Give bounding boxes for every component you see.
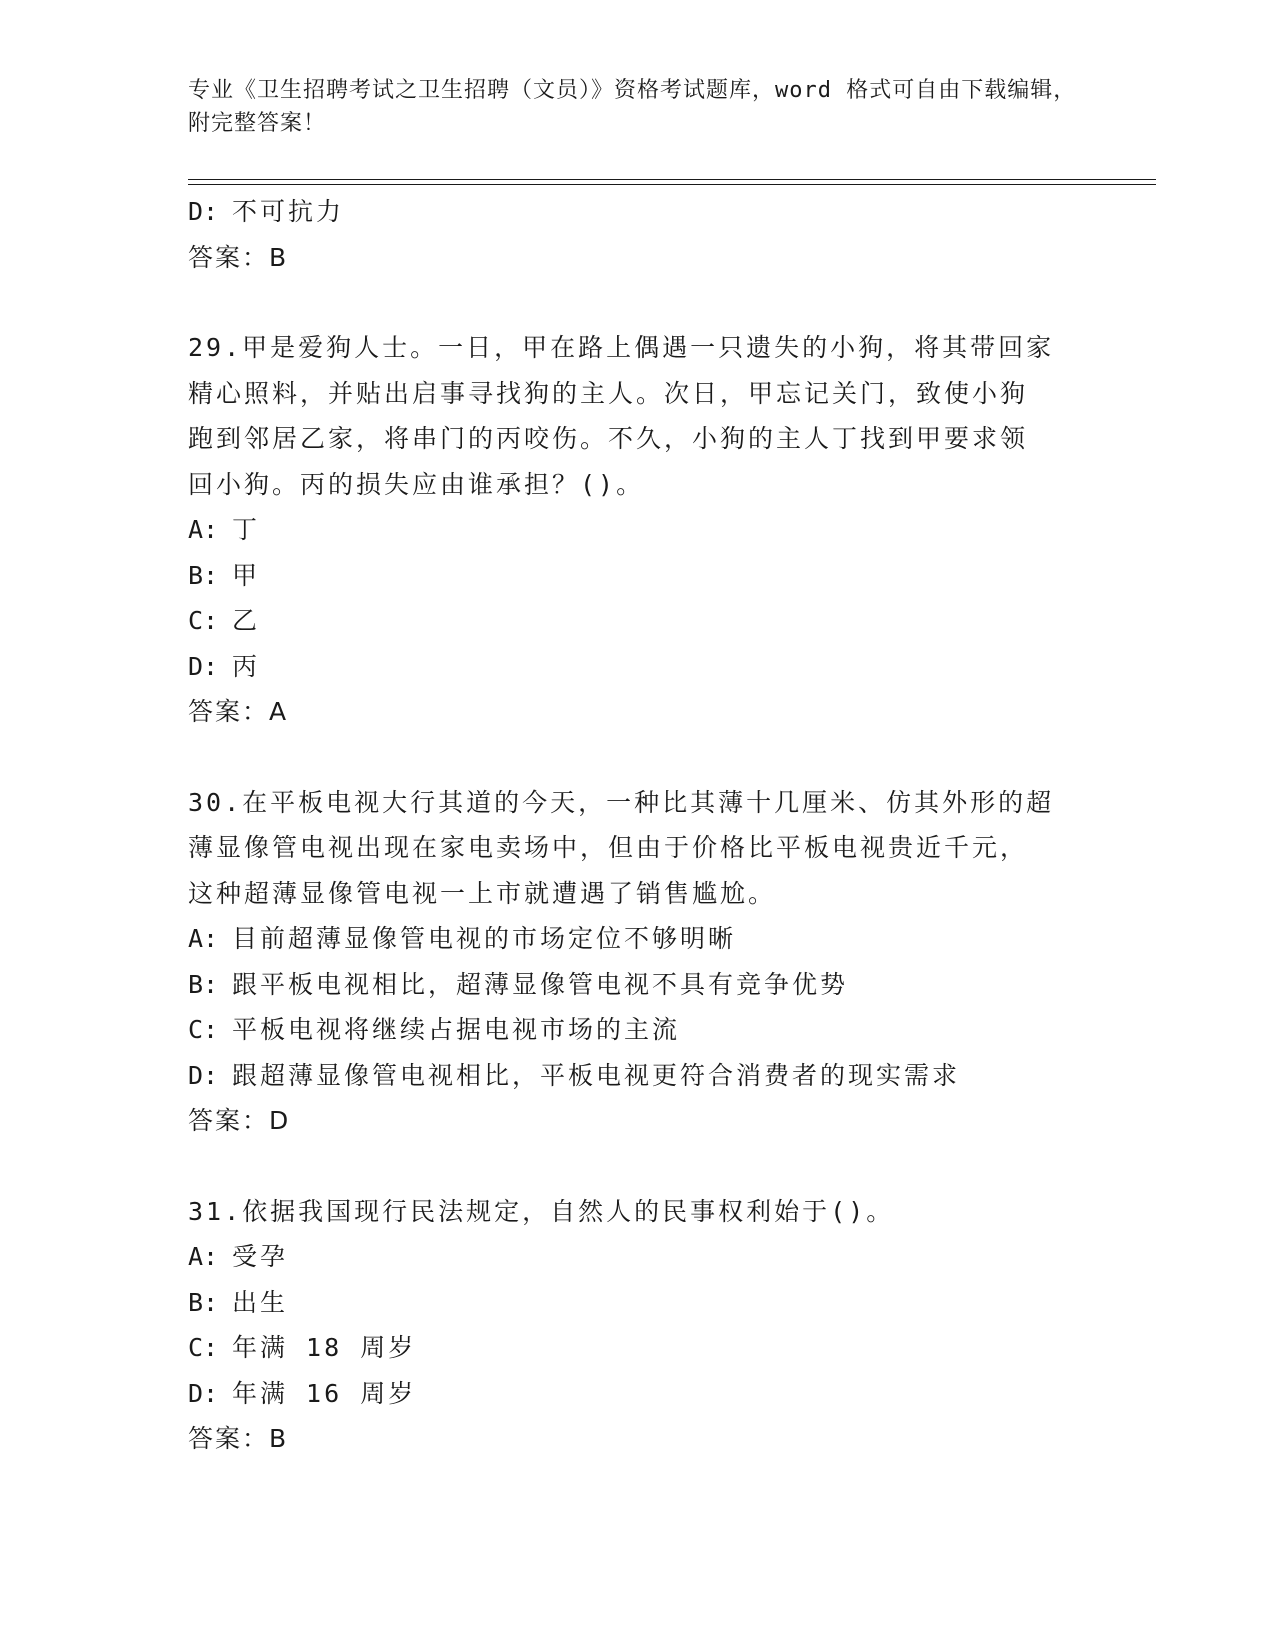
option-b: B: 跟平板电视相比，超薄显像管电视不具有竞争优势	[188, 969, 849, 999]
option-a: A: 丁	[188, 515, 261, 544]
header-divider-bottom	[188, 184, 1156, 185]
answer-line: 答案：B	[188, 1424, 289, 1453]
option-b: B: 甲	[188, 560, 261, 590]
question-block-30	[188, 780, 1088, 1144]
answer-line: 答案：D	[188, 1106, 291, 1135]
question-block-31	[188, 1189, 1088, 1462]
option-c: C: 年满 18 周岁	[188, 1333, 417, 1362]
document-header: 专业《卫生招聘考试之卫生招聘（文员）》资格考试题库，word 格式可自由下载编辑，附完整答案！	[188, 78, 1077, 136]
answer-line: 答案：B	[188, 242, 289, 272]
question-block-29	[188, 325, 1088, 735]
question-text: 31.依据我国现行民法规定，自然人的民事权利始于()。	[188, 1196, 895, 1226]
option-c: C: 平板电视将继续占据电视市场的主流	[188, 1015, 681, 1044]
answer-line: 答案：A	[188, 697, 289, 726]
option-a: A: 受孕	[188, 1242, 289, 1271]
question-text: 30.在平板电视大行其道的今天，一种比其薄十几厘米、仿其外形的超 薄显像管电视出现在家电卖场中，但由于价格比平板电视贵近千元， 这种超薄显像管电视一上市就遭遇了销售尴尬。	[188, 787, 1055, 908]
question-list	[188, 189, 1088, 1462]
option-d: D: 丙	[188, 651, 261, 681]
option-d: D: 跟超薄显像管电视相比，平板电视更符合消费者的现实需求	[188, 1060, 961, 1090]
option-a: A: 目前超薄显像管电视的市场定位不够明晰	[188, 924, 737, 953]
header-divider-top	[188, 179, 1156, 180]
option-d: D: 年满 16 周岁	[188, 1378, 417, 1408]
option-d: D: 不可抗力	[188, 197, 345, 226]
question-block-28-tail	[188, 189, 1088, 280]
option-c: C: 乙	[188, 606, 261, 635]
option-b: B: 出生	[188, 1287, 289, 1317]
question-text: 29.甲是爱狗人士。一日，甲在路上偶遇一只遗失的小狗，将其带回家 精心照料，并贴出启事寻找狗的主人。次日，甲忘记关门，致使小狗 跑到邻居乙家，将串门的丙咬伤。不久，小狗的主人丁找到甲要求领 回小狗。丙的损失应由谁承担？()。	[188, 333, 1055, 499]
